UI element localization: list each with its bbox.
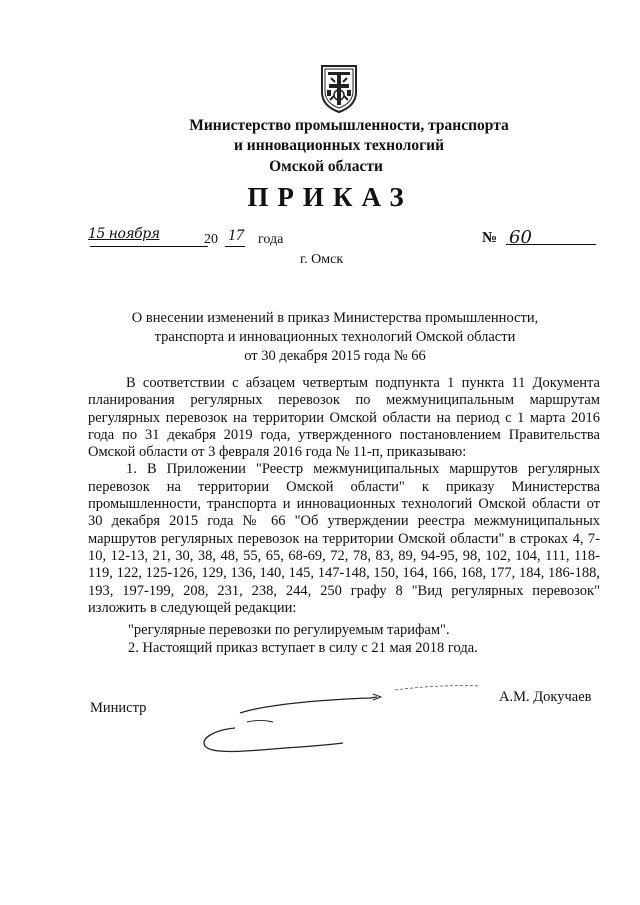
year-underline — [225, 246, 245, 247]
quoted-edition: "регулярные перевозки по регулируемым тарифам". — [128, 622, 450, 638]
handwritten-signature — [195, 680, 495, 760]
number-underline — [506, 244, 596, 245]
order-number — [482, 227, 532, 248]
signer-name: А.М. Докучаев — [499, 689, 592, 705]
year-word: года — [258, 232, 284, 247]
ministry-name-line3: Омской области — [269, 158, 383, 175]
year-prefix: 20 — [204, 232, 218, 247]
item2-paragraph: 2. Настоящий приказ вступает в силу с 21 мая 2018 года. — [128, 640, 478, 656]
ministry-name-line1: Министерство промышленности, транспорта — [189, 117, 509, 134]
city: г. Омск — [300, 252, 344, 267]
omsk-coat-of-arms-emblem — [318, 62, 360, 114]
document-title: ПРИКАЗ — [247, 182, 413, 212]
signer-title: Министр — [90, 700, 147, 716]
ministry-name-line2: и инновационных технологий — [233, 137, 445, 154]
handwritten-date: 15 ноября — [88, 226, 160, 242]
order-body — [88, 375, 600, 617]
subject-line2: транспорта и инновационных технологий Омской области — [154, 329, 516, 345]
subject-line1: О внесении изменений в приказ Министерства промышленности, — [131, 310, 539, 326]
subject-line3: от 30 декабря 2015 года № 66 — [244, 348, 426, 364]
date-underline — [90, 246, 208, 247]
preamble-paragraph: В соответствии с абзацем четвертым подпункта 1 пункта 11 Документа планирования регулярных перевозок по межмуниципальным маршрутам регулярных перевозок на территории Омской области на период с 1 марта 2016 года по 31 декабря 2019 года, утвержденного постановлением Правительства Омской области от 3 февраля 2016 года № 11-п, приказываю: — [88, 375, 600, 461]
order-subject — [92, 309, 578, 366]
number-label: № — [482, 230, 498, 246]
handwritten-year: 17 — [228, 227, 244, 244]
item1-paragraph: 1. В Приложении "Реестр межмуниципальных маршрутов регулярных перевозок на территории Омской области" к приказу Министерства промышленности, транспорта и инновационных технологий Омской области от 30 декабря 2015 года № 66 "Об утверждении реестра межмуниципальных маршрутов регулярных перевозок на территории Омской области" в строках 4, 7-10, 12-13, 21, 30, 38, 48, 55, 65, 68-69, 72, 78, 83, 89, 94-95, 98, 102, 104, 111, 118-119, 122, 125-126, 129, 136, 140, 145, 147-148, 150, 164, 166, 168, 177, 184, 186-188, 193, 197-199, 208, 231, 238, 244, 250 графу 8 "Вид регулярных перевозок" изложить в следующей редакции: — [88, 461, 600, 616]
handwritten-number: 60 — [509, 227, 532, 248]
